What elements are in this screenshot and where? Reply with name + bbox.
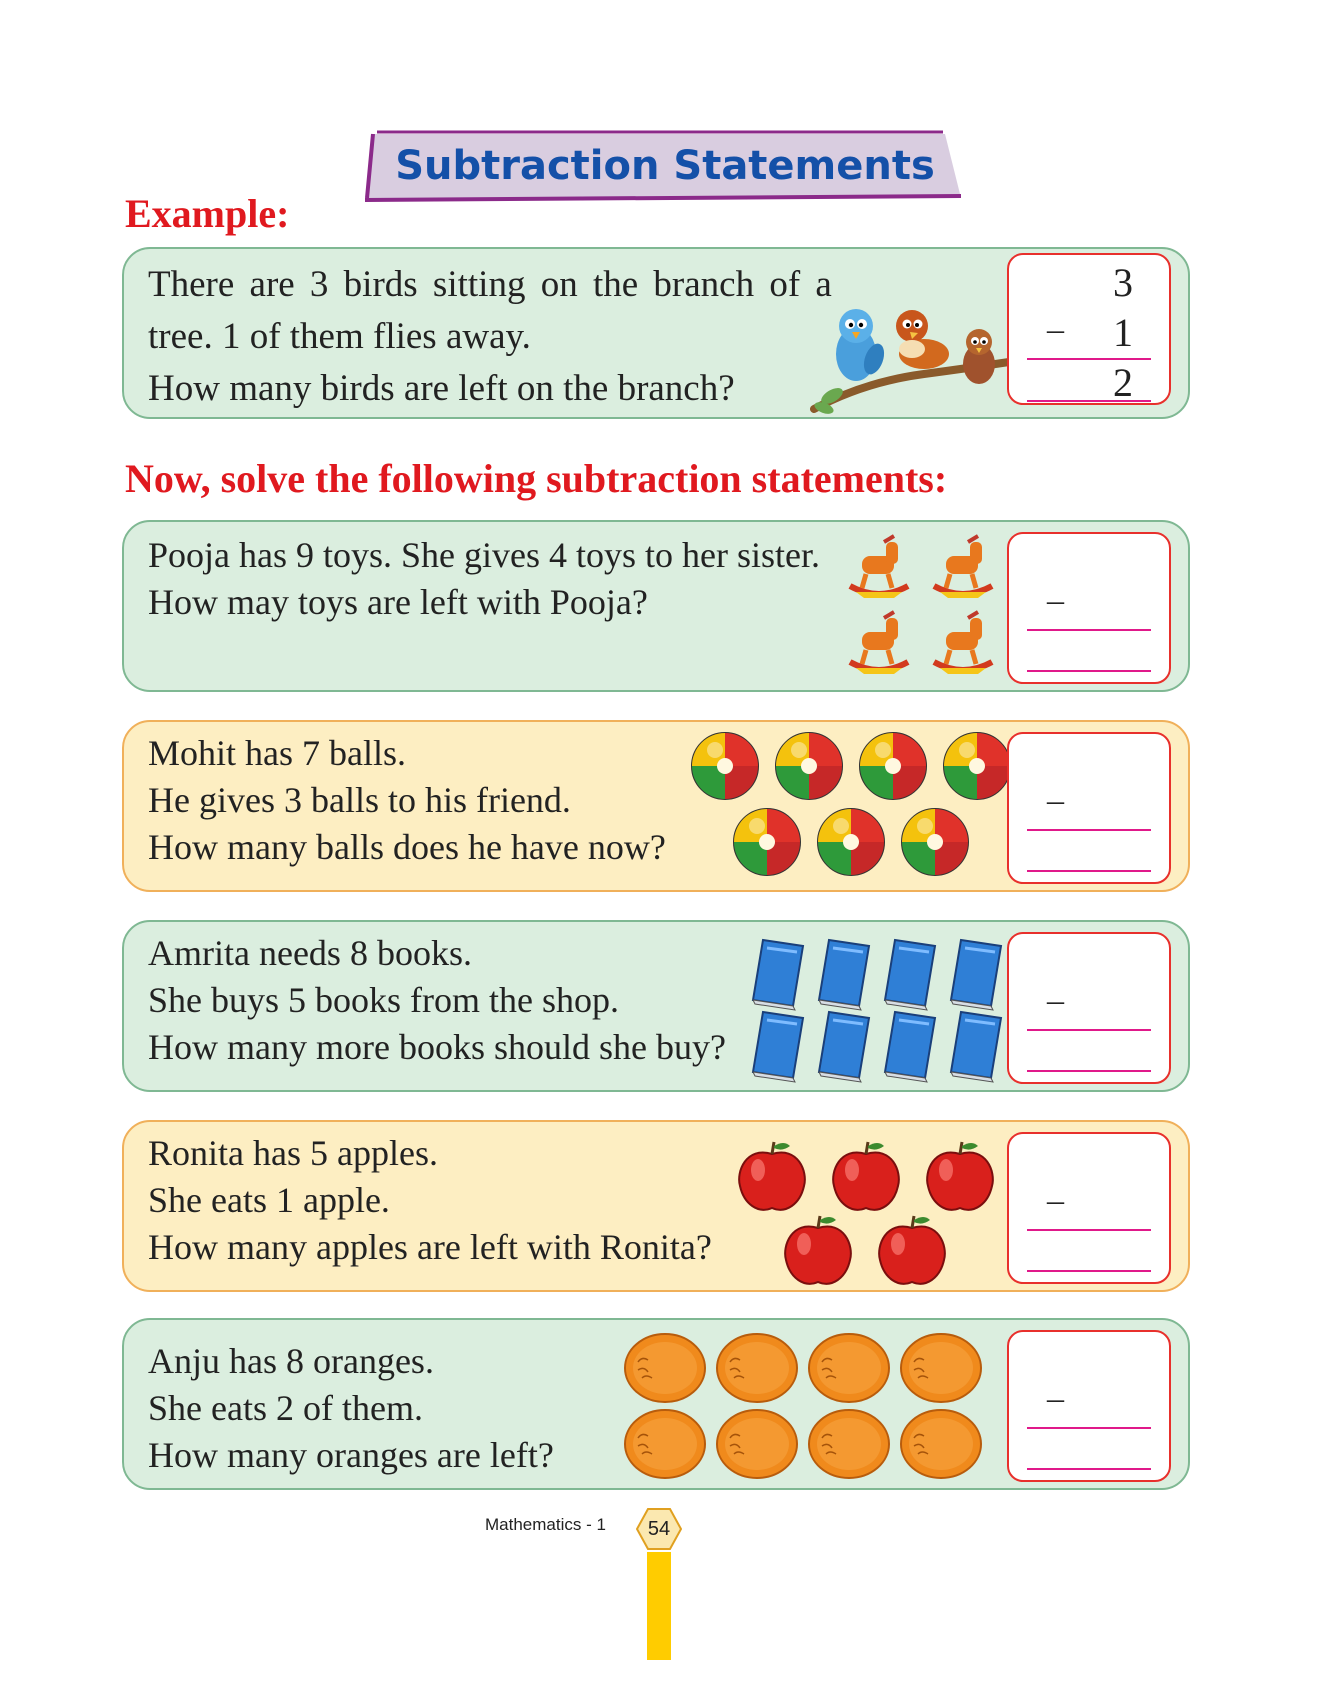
example-answer-box	[1007, 253, 1171, 405]
ball-icon	[692, 733, 758, 799]
problem-line: Pooja has 9 toys. She gives 4 toys to her sister.	[148, 535, 820, 575]
ball-icon	[944, 733, 1009, 799]
example-line: How many birds are left on the branch?	[148, 368, 735, 409]
problem-card-2	[122, 720, 1190, 892]
page-number	[636, 1508, 682, 1550]
problem-line: Ronita has 5 apples.	[148, 1133, 438, 1173]
problem-question	[148, 930, 726, 1071]
book-icon	[885, 1012, 935, 1082]
problem-card-4	[122, 1120, 1190, 1292]
answer-line	[1027, 400, 1151, 402]
minus-sign: –	[1047, 982, 1064, 1019]
orange-icon	[901, 1410, 981, 1478]
problem-question	[148, 532, 820, 626]
orange-icon	[717, 1334, 797, 1402]
ball-icon	[902, 809, 968, 875]
orange-icon	[625, 1410, 705, 1478]
problem-card-3	[122, 920, 1190, 1092]
book-icon	[951, 1012, 1001, 1082]
orange-icon	[717, 1410, 797, 1478]
problem-question	[148, 1338, 554, 1479]
minus-sign: –	[1047, 1182, 1064, 1219]
orange-icon	[625, 1334, 705, 1402]
example-top-number: 3	[1113, 260, 1133, 305]
example-subtrahend: 1	[1113, 310, 1133, 355]
answer-line	[1027, 670, 1151, 672]
page-tab-bar	[647, 1552, 671, 1660]
book-icon	[753, 1012, 803, 1082]
ball-icon	[860, 733, 926, 799]
apples-group	[736, 1138, 1001, 1288]
rocking-horse-icon	[934, 612, 992, 674]
problem-line: Mohit has 7 balls.	[148, 733, 406, 773]
example-question	[148, 259, 832, 415]
problem-line: She eats 2 of them.	[148, 1388, 423, 1428]
answer-line	[1027, 1029, 1151, 1031]
title-banner	[365, 130, 965, 205]
apple-icon	[833, 1142, 899, 1210]
birds-on-branch-icon	[804, 304, 1014, 416]
example-answer: 2	[1113, 360, 1133, 405]
answer-line	[1027, 1270, 1151, 1272]
rocking-horses-group	[844, 534, 1004, 684]
apple-icon	[739, 1142, 805, 1210]
page-title: Subtraction Statements	[395, 143, 935, 189]
balls-group	[689, 732, 1009, 882]
minus-sign: –	[1047, 782, 1064, 819]
problem-line: How may toys are left with Pooja?	[148, 582, 648, 622]
ball-icon	[776, 733, 842, 799]
apple-icon	[927, 1142, 993, 1210]
example-card	[122, 247, 1190, 419]
answer-box[interactable]	[1007, 1330, 1171, 1482]
problem-line: Anju has 8 oranges.	[148, 1341, 434, 1381]
problem-line: Amrita needs 8 books.	[148, 933, 472, 973]
minus-sign: –	[1047, 311, 1064, 348]
book-icon	[819, 940, 869, 1010]
answer-line	[1027, 1427, 1151, 1429]
problem-card-1	[122, 520, 1190, 692]
answer-line	[1027, 629, 1151, 631]
answer-box[interactable]	[1007, 932, 1171, 1084]
apple-icon	[785, 1216, 851, 1284]
problem-line: How many balls does he have now?	[148, 827, 666, 867]
ball-icon	[734, 809, 800, 875]
answer-line	[1027, 1468, 1151, 1470]
book-icon	[951, 940, 1001, 1010]
answer-line	[1027, 829, 1151, 831]
answer-line	[1027, 1229, 1151, 1231]
books-group	[749, 936, 1004, 1086]
example-line: tree. 1 of them flies away.	[148, 316, 531, 357]
orange-icon	[809, 1410, 889, 1478]
oranges-group	[624, 1332, 994, 1482]
answer-line	[1027, 1070, 1151, 1072]
book-icon	[819, 1012, 869, 1082]
footer-subject: Mathematics - 1	[485, 1515, 606, 1534]
problem-card-5	[122, 1318, 1190, 1490]
answer-box[interactable]	[1007, 732, 1171, 884]
example-line: There are 3 birds sitting on the branch of a	[148, 264, 832, 305]
minus-sign: –	[1047, 1380, 1064, 1417]
orange-icon	[901, 1334, 981, 1402]
problem-line: He gives 3 balls to his friend.	[148, 780, 571, 820]
answer-line	[1027, 870, 1151, 872]
problem-line: How many more books should she buy?	[148, 1027, 726, 1067]
book-icon	[753, 940, 803, 1010]
page-number-label: 54	[647, 1518, 671, 1540]
orange-icon	[809, 1334, 889, 1402]
problem-line: She buys 5 books from the shop.	[148, 980, 619, 1020]
example-heading: Example:	[125, 191, 290, 236]
rocking-horse-icon	[934, 536, 992, 598]
problem-question	[148, 730, 666, 871]
rocking-horse-icon	[850, 536, 908, 598]
problem-question	[148, 1130, 712, 1271]
problem-line: How many apples are left with Ronita?	[148, 1227, 712, 1267]
instruction-heading: Now, solve the following subtraction statements:	[125, 456, 948, 501]
problem-line: How many oranges are left?	[148, 1435, 554, 1475]
ball-icon	[818, 809, 884, 875]
answer-box[interactable]	[1007, 532, 1171, 684]
apple-icon	[879, 1216, 945, 1284]
minus-sign: –	[1047, 582, 1064, 619]
book-icon	[885, 940, 935, 1010]
rocking-horse-icon	[850, 612, 908, 674]
problem-line: She eats 1 apple.	[148, 1180, 390, 1220]
answer-box[interactable]	[1007, 1132, 1171, 1284]
